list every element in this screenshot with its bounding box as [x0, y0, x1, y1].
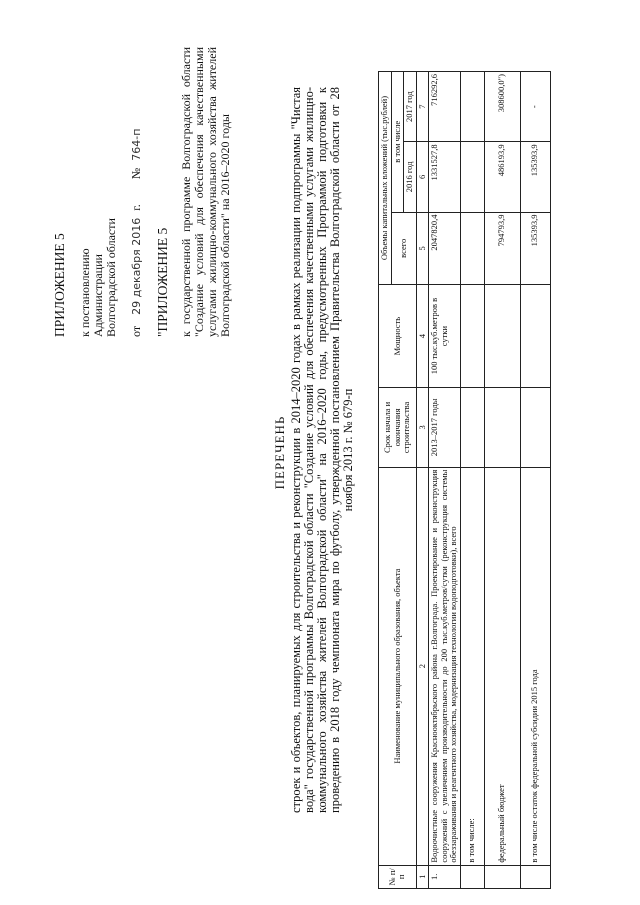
header-period: Срок начала и окончания строительства	[379, 388, 417, 468]
table-header-row	[379, 72, 392, 889]
empty-cell	[460, 388, 484, 468]
row-number: 1.	[429, 865, 461, 888]
column-number: 5	[416, 212, 429, 285]
empty-cell	[484, 388, 520, 468]
appendix-quoted: "ПРИЛОЖЕНИЕ 5	[155, 227, 170, 337]
empty-cell	[460, 865, 484, 888]
row-capacity: 100 тыс.куб.метров в сутки	[429, 285, 461, 388]
header-2017: 2017 год	[404, 72, 417, 142]
row-name: Водоочистные сооружения Краснооктябрьского района г.Волгограда. Проектирование и реконструкция сооружений с увеличением производительности до 200 тыс.куб.метров/сутки (реконструкция системы обеззараживания и реагентного хозяйства, модернизация технологии водоподготовки), всего	[429, 467, 461, 865]
empty-cell	[460, 142, 484, 212]
program-reference: к государственной программе Волгоградской области "Создание условий для обеспечения качественными услугами жилищно-коммунального хозяйства жителей Волгоградской области" на 2016–2020 годы	[179, 47, 232, 337]
row-period: 2013–2017 годы	[429, 388, 461, 468]
including-label: в том числе:	[460, 467, 484, 865]
header-capacity: Мощность	[379, 285, 417, 388]
row-2017: -	[520, 72, 550, 142]
empty-cell	[460, 72, 484, 142]
row-2016: 486193,9	[484, 142, 520, 212]
empty-cell	[460, 285, 484, 388]
column-number: 6	[416, 142, 429, 212]
date-prefix: от	[129, 325, 143, 337]
row-2016: 1331527,8	[429, 142, 461, 212]
date-value: 29 декабря 2016	[130, 217, 143, 315]
row-name: в том числе остаток федеральной субсидии 2015 года	[520, 467, 550, 865]
table-row	[460, 72, 484, 889]
number-prefix: №	[129, 167, 143, 180]
empty-cell	[520, 388, 550, 468]
document-title: ПЕРЕЧЕНЬ	[272, 415, 287, 490]
date-line	[130, 47, 143, 337]
header-including: в том числе	[391, 72, 404, 213]
column-number: 3	[416, 388, 429, 468]
empty-cell	[484, 285, 520, 388]
header-total: всего	[391, 212, 416, 285]
row-total: 135393,9	[520, 212, 550, 285]
row-total: 794793,9	[484, 212, 520, 285]
empty-cell	[520, 285, 550, 388]
empty-cell	[484, 865, 520, 888]
table-row	[520, 72, 550, 889]
resolution-line: Волгоградской области	[104, 218, 118, 337]
number-value: 764-п	[130, 128, 143, 161]
header-name: Наименование муниципального образования, объекта	[379, 467, 417, 865]
table-row	[484, 72, 520, 889]
resolution-line: Администрации	[91, 254, 105, 337]
header-num: № п/п	[379, 865, 417, 888]
empty-cell	[460, 212, 484, 285]
row-total: 2047820,4	[429, 212, 461, 285]
appendix-label: ПРИЛОЖЕНИЕ 5	[52, 233, 67, 337]
header-2016: 2016 год	[404, 142, 417, 212]
row-2017: 308600,0")	[484, 72, 520, 142]
column-numbers-row	[416, 72, 429, 889]
resolution-line: к постановлению	[78, 248, 92, 337]
empty-cell	[520, 865, 550, 888]
row-2017: 716292,6	[429, 72, 461, 142]
table-row	[429, 72, 461, 889]
column-number: 4	[416, 285, 429, 388]
objects-table	[378, 71, 551, 889]
column-number: 2	[416, 467, 429, 865]
column-number: 7	[416, 72, 429, 142]
date-suffix: г.	[129, 204, 143, 211]
document-description: строек и объектов, планируемых для строительства и реконструкции в 2014–2020 годах в рамках реализации подпрограммы "Чистая вода" государственной программы Волгоградской области "Создание условий для обеспечения качественными услугами жилищно-коммунального хозяйства жителей Волгоградской области" на 2016–2020 годы, предусмотренных Программой подготовки к проведению в 2018 году чемпионата мира по футболу, утвержденной постановлением Правительства Волгоградской области от 28 ноября 2013 г. № 679-п	[289, 87, 355, 813]
header-capital: Объемы капитальных вложений (тыс.рублей)	[379, 72, 392, 285]
column-number: 1	[416, 865, 429, 888]
row-name: федеральный бюджет	[484, 467, 520, 865]
appendix-header	[52, 47, 232, 337]
row-2016: 135393,9	[520, 142, 550, 212]
